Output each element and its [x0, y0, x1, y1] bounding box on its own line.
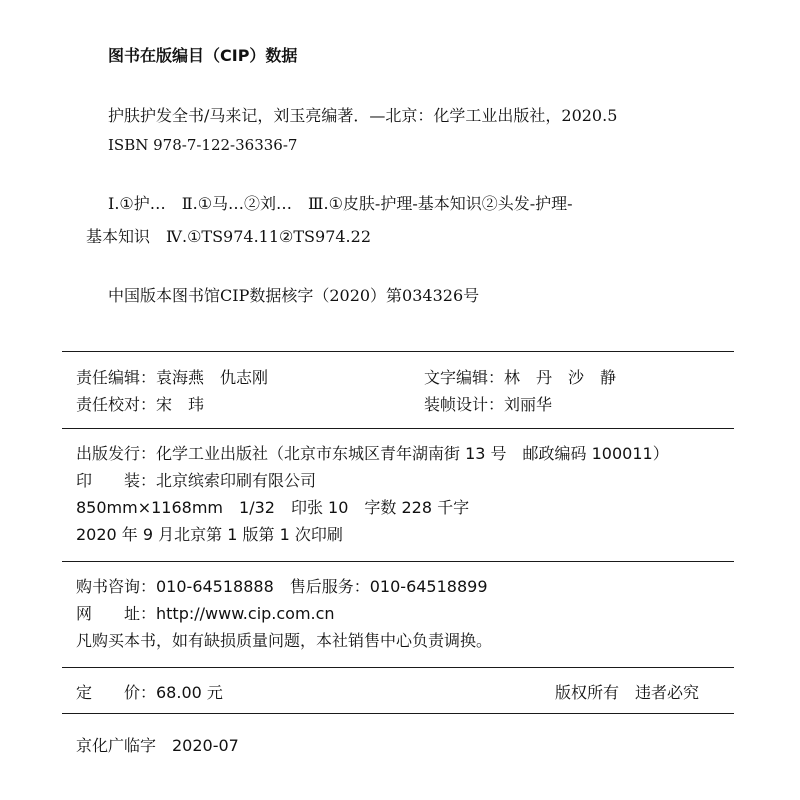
cip-title-line: 护肤护发全书/马来记，刘玉亮编著．—北京：化学工业出版社，2020.5: [108, 106, 618, 125]
responsible-editor: 责任编辑：袁海燕 仇志刚: [76, 368, 269, 387]
cip-subject-line-1: Ⅰ.①护… Ⅱ.①马…②刘… Ⅲ.①皮肤-护理-基本知识②头发-护理-: [108, 194, 573, 213]
divider-rule: [62, 713, 734, 714]
divider-rule: [62, 428, 734, 429]
cip-subject-line-2: 基本知识 Ⅳ.①TS974.11②TS974.22: [86, 227, 371, 246]
rights-statement: 版权所有 违者必究: [555, 683, 700, 702]
edition-info: 2020 年 9 月北京第 1 版第 1 次印刷: [76, 525, 343, 544]
cip-heading: 图书在版编目（CIP）数据: [108, 46, 298, 65]
printer: 印 装：北京缤索印刷有限公司: [76, 471, 317, 490]
publisher-website: 网 址：http://www.cip.com.cn: [76, 604, 335, 623]
contact-phone: 购书咨询：010-64518888 售后服务：010-64518899: [76, 577, 488, 596]
cip-isbn: ISBN 978-7-122-36336-7: [108, 136, 298, 154]
proofreader: 责任校对：宋 玮: [76, 395, 205, 414]
book-format: 850mm×1168mm 1/32 印张 10 字数 228 千字: [76, 498, 470, 517]
divider-rule: [62, 351, 734, 352]
divider-rule: [62, 561, 734, 562]
cip-verify-number: 中国版本图书馆CIP数据核字（2020）第034326号: [108, 286, 480, 305]
text-editor: 文字编辑：林 丹 沙 静: [424, 368, 617, 387]
ad-permit-number: 京化广临字 2020-07: [76, 736, 239, 755]
price: 定 价：68.00 元: [76, 683, 223, 702]
divider-rule: [62, 667, 734, 668]
return-notice: 凡购买本书，如有缺损质量问题，本社销售中心负责调换。: [76, 631, 493, 650]
cover-designer: 装帧设计：刘丽华: [424, 395, 553, 414]
publisher-issuer: 出版发行：化学工业出版社（北京市东城区青年湖南街 13 号 邮政编码 100011）: [76, 444, 669, 463]
